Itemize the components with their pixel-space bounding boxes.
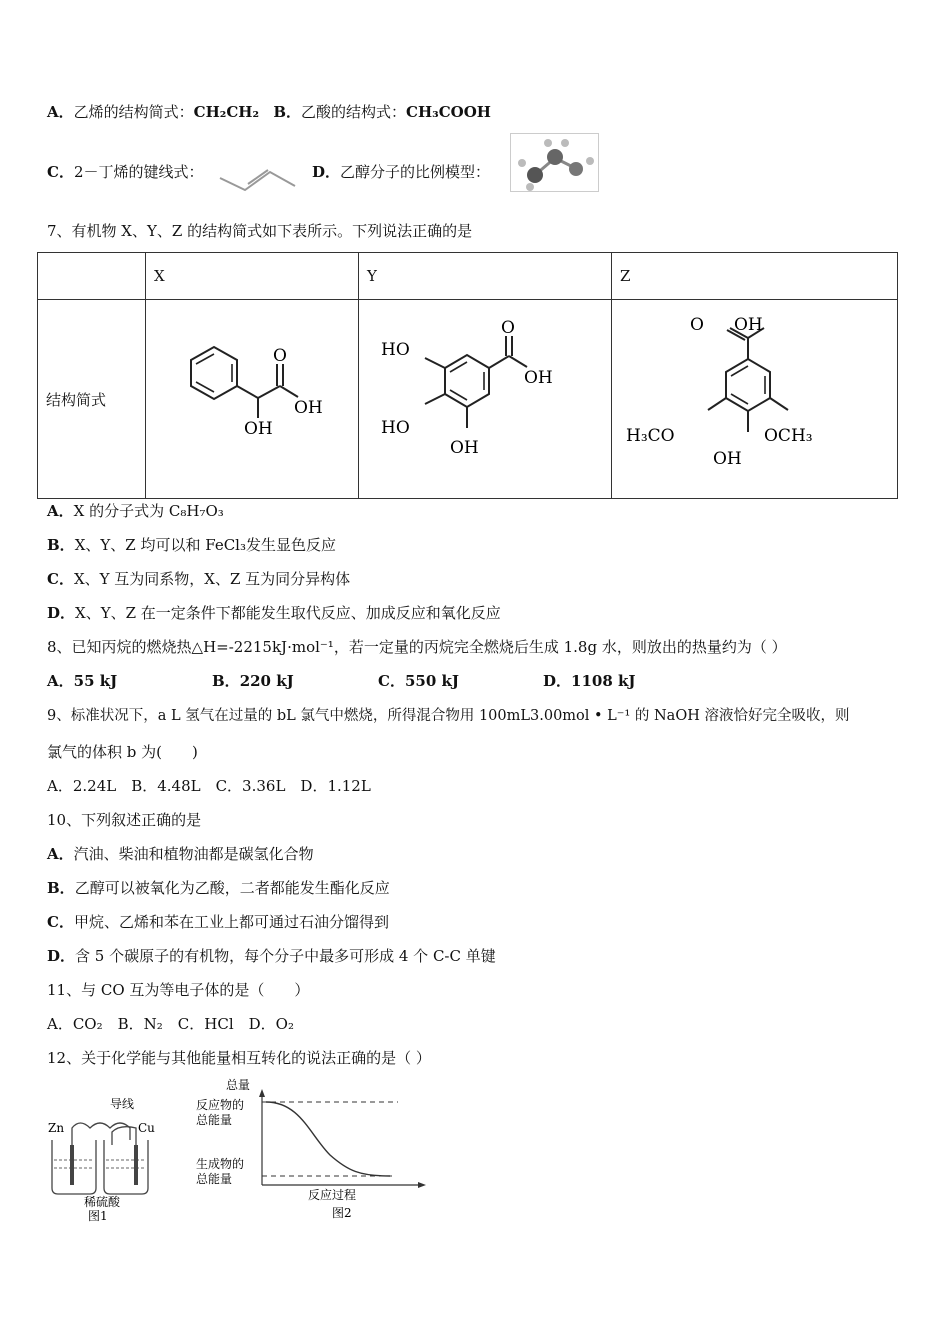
row-label: 结构简式: [38, 300, 146, 499]
q9-options: A．2.24L B．4.48L C．3.36L D．1.12L: [47, 777, 371, 795]
q8-option-c: [378, 671, 459, 691]
x-oxygen: O: [273, 346, 287, 366]
x-hydroxyl-acid: OH: [294, 398, 323, 418]
option-label: D．: [47, 604, 76, 622]
q6-option-d: [312, 162, 490, 182]
wire-label: 导线: [110, 1097, 135, 1111]
option-text: 220 kJ: [239, 672, 294, 690]
q8-option-a: [47, 671, 117, 691]
molecule-x: [146, 300, 358, 494]
option-text: 乙烯的结构简式：: [73, 103, 194, 121]
option-label: B．: [212, 672, 240, 690]
q8-stem: 8、已知丙烷的燃烧热△H=-2215kJ·mol⁻¹，若一定量的丙烷完全燃烧后生成 1.8g 水，则放出的热量约为（ ）: [47, 638, 787, 656]
option-text: 含 5 个碳原子的有机物，每个分子中最多可形成 4 个 C-C 单键: [75, 947, 496, 965]
product-label-2: 总能量: [196, 1172, 233, 1186]
zn-label: Zn: [48, 1121, 65, 1135]
option-text: X、Y 互为同系物，X、Z 互为同分异构体: [73, 570, 351, 588]
q8-option-d: [543, 671, 635, 691]
q7-option-b: [47, 535, 336, 555]
cu-label: Cu: [138, 1121, 155, 1135]
q12-stem: 12、关于化学能与其他能量相互转化的说法正确的是（ ）: [47, 1049, 431, 1067]
option-text: 乙醇可以被氧化为乙酸，二者都能发生酯化反应: [74, 879, 390, 897]
figure-1-caption: 图1: [88, 1209, 108, 1223]
z-methoxy-left: H₃CO: [626, 426, 675, 446]
molecule-x-cell: [146, 300, 359, 499]
option-label: B．: [47, 536, 75, 554]
y-axis-title: 总量: [226, 1078, 251, 1092]
reactant-label-2: 总能量: [196, 1113, 233, 1127]
molecule-z-cell: [612, 300, 898, 499]
option-text: X、Y、Z 均可以和 FeCl₃发生显色反应: [74, 536, 336, 554]
ethanol-model-image: [510, 133, 600, 193]
option-text: X 的分子式为 C₈H₇O₃: [73, 502, 224, 520]
butene-skeletal-formula: [215, 160, 300, 194]
molecule-y-cell: [359, 300, 612, 499]
y-hydroxyl-1: HO: [381, 340, 410, 360]
formula: CH₂CH₂: [193, 103, 260, 121]
x-axis-title: 反应过程: [308, 1188, 357, 1202]
q8-option-b: [212, 671, 294, 691]
option-text: 55 kJ: [73, 672, 118, 690]
option-label: C．: [47, 163, 74, 181]
z-hydroxyl-acid: OH: [734, 315, 763, 335]
option-label: A．: [47, 103, 74, 121]
structure-table: [37, 252, 898, 499]
q6-option-c: [47, 162, 204, 182]
q10-stem: 10、下列叙述正确的是: [47, 811, 202, 829]
figure-2-energy-diagram: [190, 1075, 440, 1225]
option-label: A．: [47, 845, 74, 863]
option-text: 甲烷、乙烯和苯在工业上都可通过石油分馏得到: [73, 913, 389, 931]
option-label: D．: [543, 672, 572, 690]
q7-option-d: [47, 603, 501, 623]
option-text: 1108 kJ: [571, 672, 636, 690]
reactant-label-1: 反应物的: [196, 1098, 245, 1112]
y-hydroxyl-acid: OH: [524, 368, 553, 388]
option-text: 汽油、柴油和植物油都是碳氢化合物: [73, 845, 314, 863]
q9-stem-line1: 9、标准状况下，a L 氢气在过量的 bL 氯气中燃烧，所得混合物用 100mL3.00mol • L⁻¹ 的 NaOH 溶液恰好完全吸收，则: [47, 708, 850, 724]
z-oxygen: O: [690, 315, 704, 335]
option-text: X、Y、Z 在一定条件下都能发生取代反应、加成反应和氧化反应: [75, 604, 501, 622]
q7-option-c: [47, 569, 350, 589]
option-label: C．: [47, 570, 74, 588]
product-label-1: 生成物的: [196, 1157, 245, 1171]
option-text: 乙酸的结构式：: [301, 103, 407, 121]
y-hydroxyl-2: HO: [381, 418, 410, 438]
q10-option-c: [47, 912, 389, 932]
q7-stem: 7、有机物 X、Y、Z 的结构简式如下表所示。下列说法正确的是: [47, 222, 473, 240]
q11-options: A．CO₂ B．N₂ C．HCl D．O₂: [47, 1015, 294, 1033]
figure-1-galvanic-cell: [40, 1090, 170, 1225]
x-hydroxyl-alpha: OH: [244, 419, 273, 439]
q9-stem-line2: 氯气的体积 b 为( ): [47, 743, 198, 761]
option-label: C．: [378, 672, 405, 690]
table-header-x: X: [146, 253, 359, 300]
option-text: 乙醇分子的比例模型：: [340, 163, 491, 181]
option-label: B．: [47, 879, 75, 897]
y-hydroxyl-3: OH: [450, 438, 479, 458]
option-text: 2－丁烯的键线式：: [73, 163, 204, 181]
y-oxygen: O: [501, 318, 515, 338]
option-label: A．: [47, 502, 74, 520]
q10-option-a: [47, 844, 314, 864]
acid-label: 稀硫酸: [84, 1195, 121, 1209]
q11-stem: 11、与 CO 互为等电子体的是（ ）: [47, 981, 310, 999]
molecule-y: [359, 300, 611, 494]
figure-2-caption: 图2: [332, 1206, 352, 1220]
z-hydroxyl-bottom: OH: [713, 449, 742, 469]
molecule-z: [612, 300, 897, 494]
z-methoxy-right: OCH₃: [764, 426, 813, 446]
table-header-empty: [38, 253, 146, 300]
formula: CH₃COOH: [406, 103, 491, 121]
option-label: D．: [47, 947, 76, 965]
q7-option-a: [47, 501, 224, 521]
q10-option-d: [47, 946, 496, 966]
table-header-z: Z: [612, 253, 898, 300]
q6-option-a-b: [47, 102, 491, 122]
option-label: D．: [312, 163, 341, 181]
option-label: B．: [273, 103, 302, 121]
option-text: 550 kJ: [404, 672, 459, 690]
option-label: A．: [47, 672, 74, 690]
option-label: C．: [47, 913, 74, 931]
q10-option-b: [47, 878, 390, 898]
table-header-y: Y: [359, 253, 612, 300]
